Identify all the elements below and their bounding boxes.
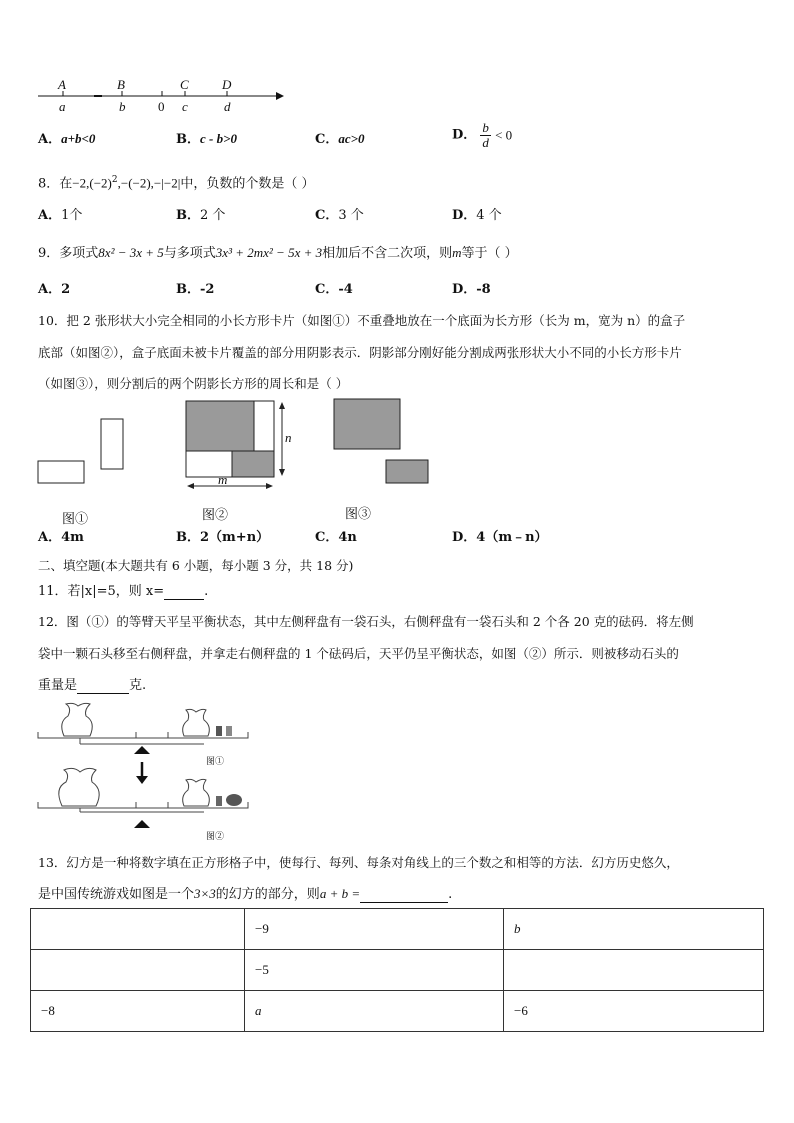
q13-answer-blank[interactable]	[360, 888, 448, 903]
point-label-B: B	[117, 77, 125, 92]
q7-option-d[interactable]: D． $\frac{b}{d}$ < 0	[452, 120, 513, 150]
table-cell	[31, 950, 245, 991]
q9-question: 9．多项式8x² − 3x + 5与多项式3x³ + 2mx² − 5x + 3相加后不含二次项，则m等于（ ）	[38, 245, 518, 261]
point-label-C: C	[180, 77, 189, 92]
table-cell	[504, 950, 764, 991]
q13-line-2: 是中国传统游戏如图是一个3×3的幻方的部分，则a + b = .	[38, 886, 453, 902]
magic-square-table	[30, 908, 764, 1032]
q12-balance-figures	[36, 700, 256, 840]
q12-line-1: 12．图（①）的等臂天平呈平衡状态，其中左侧秤盘有一袋石头，右侧秤盘有一袋石头和 2 个各 20 克的砝码．将左侧	[38, 614, 694, 629]
q9-option-a[interactable]: A．2	[38, 282, 71, 297]
table-cell: −9	[245, 909, 504, 950]
q12-fig2-caption: 图②	[206, 832, 225, 842]
q8-option-a[interactable]: A．1个	[38, 208, 83, 223]
q10-option-c[interactable]: C．4n	[315, 530, 357, 545]
table-cell	[31, 909, 245, 950]
q7-option-c[interactable]: C．ac>0	[315, 131, 365, 147]
q11-question: 11．若|x|=5，则 x= .	[38, 584, 209, 599]
q8-option-d[interactable]: D．4 个	[452, 208, 502, 223]
tick-label-b: b	[119, 99, 126, 114]
q10-fig1-caption: 图①	[62, 512, 89, 527]
q12-line-3: 重量是 克.	[38, 678, 147, 693]
q10-option-d[interactable]: D．4（m﹣n）	[452, 530, 548, 545]
table-row	[31, 950, 764, 991]
q7-option-b[interactable]: B．c - b>0	[176, 131, 238, 147]
q10-dim-m: m	[218, 472, 228, 487]
q8-question: 8．在$-2,(-2)^2,-(-2),-|-2|$中，负数的个数是（ ）	[38, 175, 315, 192]
q10-option-b[interactable]: B．2（m+n）	[176, 530, 270, 545]
table-row	[31, 991, 764, 1032]
point-label-A: A	[58, 77, 66, 92]
tick-label-a: a	[59, 99, 66, 114]
q9-option-b[interactable]: B．-2	[176, 282, 215, 297]
q8-option-b[interactable]: B．2 个	[176, 208, 226, 223]
q12-line-2: 袋中一颗石头移至右侧秤盘，并拿走右侧秤盘的 1 个砝码后，天平仍呈平衡状态，如图（②）所示．则被移动石头的	[38, 646, 679, 661]
q10-dim-n: n	[285, 430, 292, 445]
q10-fig2-caption: 图②	[202, 508, 229, 523]
q8-option-c[interactable]: C．3 个	[315, 208, 364, 223]
q10-fig3-caption: 图③	[345, 507, 372, 522]
q11-answer-blank[interactable]	[164, 585, 204, 600]
q12-fig1-caption: 图①	[206, 757, 225, 767]
q9-option-c[interactable]: C．-4	[315, 282, 353, 297]
q12-answer-blank[interactable]	[77, 679, 129, 694]
q13-line-1: 13．幻方是一种将数字填在正方形格子中，使每行、每列、每条对角线上的三个数之和相等的方法．幻方历史悠久，	[38, 855, 679, 870]
tick-label-zero: 0	[158, 99, 165, 114]
q10-option-a[interactable]: A．4m	[38, 530, 84, 545]
table-cell: b	[504, 909, 764, 950]
table-cell: −8	[31, 991, 245, 1032]
q10-figures	[34, 397, 434, 523]
tick-label-c: c	[182, 99, 188, 114]
section-2-heading: 二、填空题(本大题共有 6 小题，每小题 3 分，共 18 分)	[38, 558, 354, 573]
table-cell: −5	[245, 950, 504, 991]
q10-line-2: 底部（如图②），盒子底面未被卡片覆盖的部分用阴影表示．阴影部分刚好能分割成两张形状大小不同的小长方形卡片	[38, 345, 682, 360]
q7-option-a[interactable]: A．a+b<0	[38, 131, 96, 147]
point-label-D: D	[222, 77, 232, 92]
q10-line-3: （如图③），则分割后的两个阴影长方形的周长和是（ ）	[38, 376, 349, 391]
table-cell: a	[245, 991, 504, 1032]
tick-label-d: d	[224, 99, 231, 114]
q9-option-d[interactable]: D．-8	[452, 282, 491, 297]
table-cell: −6	[504, 991, 764, 1032]
table-row	[31, 909, 764, 950]
q10-line-1: 10．把 2 张形状大小完全相同的小长方形卡片（如图①）不重叠地放在一个底面为长方形（长为 m，宽为 n）的盒子	[38, 313, 686, 328]
